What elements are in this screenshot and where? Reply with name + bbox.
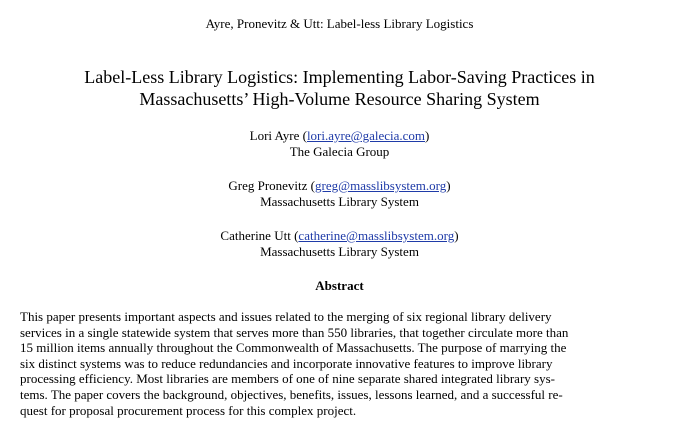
paper-title-line-1: Label-Less Library Logistics: Implementing Labor-Saving Practices in xyxy=(84,67,595,87)
abstract-line: processing efficiency. Most libraries are members of one of nine separate shared integrated library sys- xyxy=(20,371,555,387)
author-affiliation: Massachusetts Library System xyxy=(260,244,419,259)
author-name: Lori Ayre xyxy=(249,128,300,143)
author-block-ayre xyxy=(0,128,679,160)
abstract-line: quest for proposal procurement process for this complex project. xyxy=(20,402,357,418)
abstract-line: This paper presents important aspects and issues related to the merging of six regional library delivery xyxy=(20,309,552,324)
author-email-link[interactable]: greg@masslibsystem.org xyxy=(315,178,447,193)
author-block-pronevitz xyxy=(0,178,679,210)
abstract-line: six distinct systems was to reduce redundancies and incorporate innovative features to improve library xyxy=(20,355,553,371)
abstract-body xyxy=(20,309,660,418)
running-head: Ayre, Pronevitz & Utt: Label-less Library Logistics xyxy=(205,16,474,31)
abstract-line: tems. The paper covers the background, objectives, benefits, issues, lessons learned, and a successful re- xyxy=(20,386,563,402)
abstract-line: 15 million items annually throughout the Commonwealth of Massachusetts. The purpose of marrying the xyxy=(20,340,567,356)
abstract-line: services in a single statewide system that serves more than 550 libraries, that together circulate more than xyxy=(20,324,569,340)
paper-title xyxy=(20,66,659,110)
author-name-line: Greg Pronevitz (greg@masslibsystem.org) xyxy=(228,178,451,193)
author-email-link[interactable]: catherine@masslibsystem.org xyxy=(298,228,455,243)
author-name: Catherine Utt xyxy=(220,228,291,243)
author-affiliation: Massachusetts Library System xyxy=(260,194,419,209)
author-name-line: Catherine Utt (catherine@masslibsystem.org) xyxy=(220,228,459,243)
paper-title-line-2: Massachusetts’ High-Volume Resource Sharing System xyxy=(139,89,540,109)
author-affiliation: The Galecia Group xyxy=(289,144,390,159)
author-name-line: Lori Ayre (lori.ayre@galecia.com) xyxy=(249,128,430,143)
author-name: Greg Pronevitz xyxy=(228,178,308,193)
author-block-utt xyxy=(0,228,679,260)
author-email-link[interactable]: lori.ayre@galecia.com xyxy=(306,128,426,143)
abstract-heading: Abstract xyxy=(315,278,364,293)
